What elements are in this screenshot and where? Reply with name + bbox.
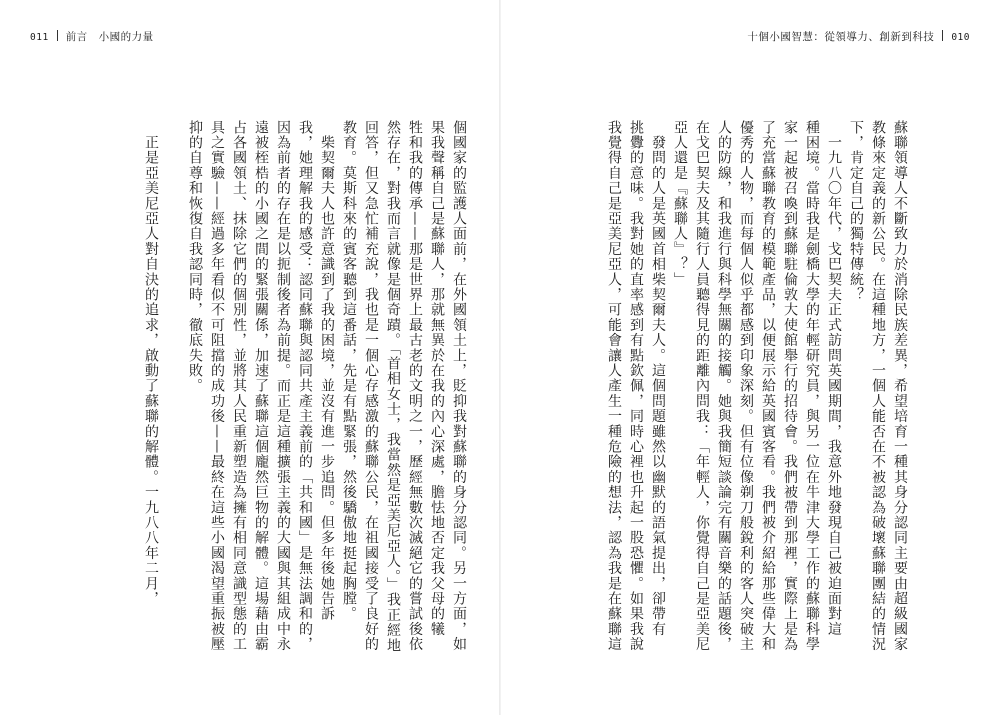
text-column: 果我聲稱自己是蘇聯人，那就無異於在我的內心深處，膽怯地否定我父母的犧 <box>429 120 445 637</box>
text-column: 了充當蘇聯教育的模範產品，以便展示給英國賓客看。我們被介紹給那些偉大和 <box>760 120 776 652</box>
header-separator <box>942 30 943 41</box>
text-column: 一九八〇年代，戈巴契夫正式訪問英國期間，我意外地發現自己被迫面對這 <box>826 120 842 637</box>
right-page-number: 010 <box>951 32 970 43</box>
header-separator <box>57 30 58 41</box>
right-page-header <box>747 29 970 44</box>
text-column: 柴契爾夫人也許意識到了我的困境，並沒有進一步追問。但多年後她告訴 <box>319 120 335 622</box>
text-column: 遠被桎梏的小國之間的緊張關係，加速了蘇聯這個龐然巨物的解體。這場藉由霸 <box>253 120 269 652</box>
left-page-header <box>30 29 154 44</box>
text-column: 發問的人是英國首相柴契爾夫人。這個問題雖然以幽默的語氣提出，卻帶有 <box>650 120 666 637</box>
text-column: 種困境。當時我是劍橋大學的年輕研究員，與另一位在牛津大學工作的蘇聯科學 <box>804 120 820 652</box>
text-column: 正是亞美尼亞人對自決的追求，啟動了蘇聯的解體。一九八八年二月， <box>143 120 159 607</box>
text-column: 教育。莫斯科來的賓客聽到這番話，先是有點緊張，然後驕傲地挺起胸膛。 <box>341 120 357 622</box>
text-column: 抑的自尊和恢復自我認同時，徹底失敗。 <box>187 120 203 394</box>
text-column: 我覺得自己是亞美尼亞人，可能會讓人產生一種危險的想法，認為我是在蘇聯這 <box>606 120 622 652</box>
text-column: 蘇聯領導人不斷致力於消除民族差異，希望培育一種其身分認同主要由超級國家 <box>892 120 908 652</box>
text-column: 因為前者的存在是以扼制後者為前提。而正是這種擴張主義的大國與其組成中永 <box>275 120 291 652</box>
text-column: 然存在，對我而言就像是個奇蹟。「首相女士，我當然是亞美尼亞人。」我正經地 <box>385 120 401 654</box>
right-running-title: 十個小國智慧：從領導力、創新到科技 <box>747 31 935 43</box>
book-gutter <box>499 0 501 715</box>
text-column: 亞人還是『蘇聯人』？」 <box>672 120 688 288</box>
text-column: 人的防線，和我進行與科學無關的接觸。她與我簡短談論完有關音樂的話題後， <box>716 120 732 652</box>
text-column: 優秀的人物，而每個人似乎都感到印象深刻。但有位像剃刀般銳利的客人突破主 <box>738 120 754 652</box>
left-page-body <box>118 120 470 670</box>
text-column: 在戈巴契夫及其隨行人員聽得見的距離內問我：「年輕人，你覺得自己是亞美尼 <box>694 120 710 652</box>
left-page-number: 011 <box>30 32 49 43</box>
text-column: 牲和我的傳承——那是世界上最古老的文明之一，歷經無數次滅絕它的嘗試後依 <box>407 120 423 652</box>
text-column <box>162 120 184 670</box>
text-column: 個國家的監護人面前，在外國領土上，貶抑我對蘇聯的身分認同。另一方面，如 <box>451 120 467 652</box>
text-column: 我，她理解我的感受：認同蘇聯與認同共產主義前的「共和國」是無法調和的， <box>297 120 313 652</box>
left-running-title: 前言 小國的力量 <box>65 31 154 43</box>
text-column: 挑釁的意味。我對她的直率感到有點欽佩，同時心裡也升起一股恐懼。如果我說 <box>628 120 644 652</box>
text-column: 下，肯定自己的獨特傳統？ <box>848 120 864 303</box>
text-column: 占各國領土、抹除它們的個別性，並將其人民重新塑造為擁有相同意識型態的工 <box>231 120 247 652</box>
text-column: 教條來定義的新公民。在這種地方，一個人能否在不被認為破壞蘇聯團結的情況 <box>870 120 886 652</box>
right-page-body <box>581 120 911 670</box>
text-column: 具之實驗——經過多年看似不可阻擋的成功後——最終在這些小國渴望重振被壓 <box>209 120 225 652</box>
text-column: 回答，但又急忙補充說，我也是一個心存感激的蘇聯公民，在祖國接受了良好的 <box>363 120 379 652</box>
text-column: 家一起被召喚到蘇聯駐倫敦大使館舉行的招待會。我們被帶到那裡，實際上是為 <box>782 120 798 652</box>
